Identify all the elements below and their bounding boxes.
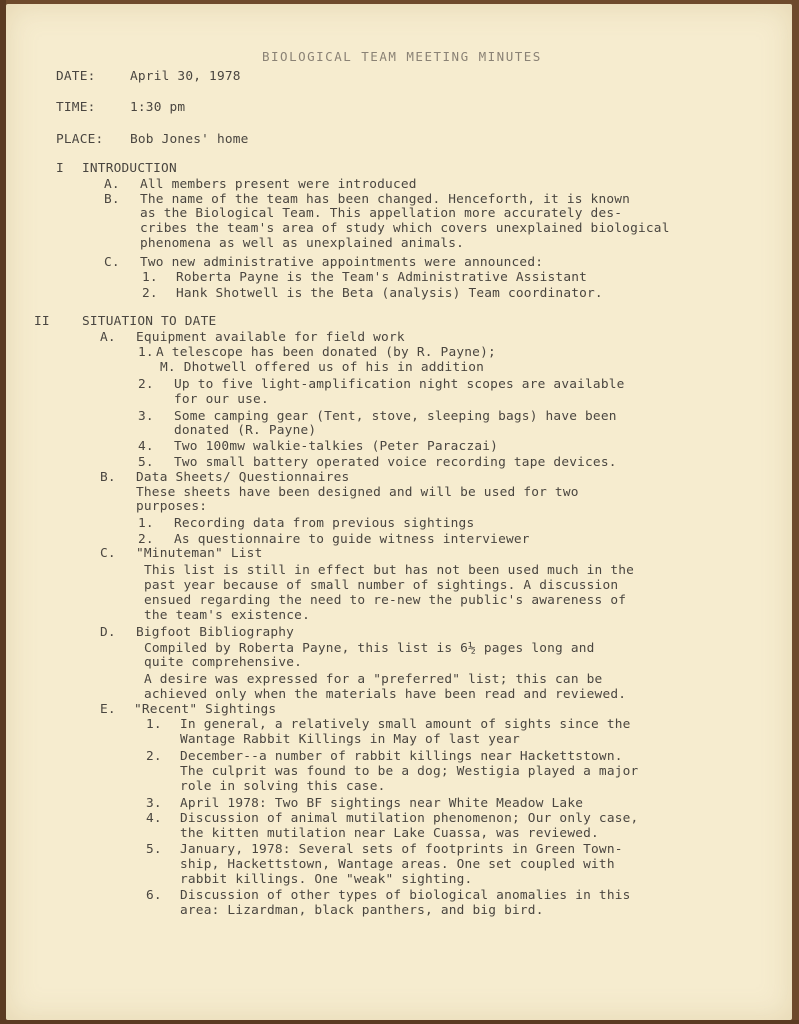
sub-item-number: 3. bbox=[138, 409, 154, 424]
section-numeral: II bbox=[34, 314, 50, 329]
place-label: PLACE: bbox=[56, 132, 104, 147]
sub-item-number: 1. bbox=[138, 516, 154, 531]
item-line: This list is still in effect but has not been used much in the bbox=[144, 563, 635, 578]
item-text: "Minuteman" List bbox=[136, 546, 263, 561]
sub-item-line: donated (R. Payne) bbox=[174, 423, 317, 438]
sub-item-line: area: Lizardman, black panthers, and big bird. bbox=[180, 903, 544, 918]
sub-item-line: The culprit was found to be a dog; Westigia played a major bbox=[180, 764, 639, 779]
document-title: BIOLOGICAL TEAM MEETING MINUTES bbox=[262, 49, 542, 64]
sub-item-line: the kitten mutilation near Lake Cuassa, was reviewed. bbox=[180, 826, 599, 841]
item-line: A desire was expressed for a "preferred" list; this can be bbox=[144, 672, 603, 687]
item-text: All members present were introduced bbox=[140, 177, 417, 192]
item-letter: B. bbox=[100, 470, 116, 485]
sub-item-number: 1. bbox=[142, 270, 158, 285]
sub-item-number: 5. bbox=[146, 842, 162, 857]
sub-item-number: 4. bbox=[138, 439, 154, 454]
item-line: The name of the team has been changed. Henceforth, it is known bbox=[140, 192, 631, 207]
item-line: phenomena as well as unexplained animals. bbox=[140, 236, 465, 251]
sub-item-number: 2. bbox=[142, 286, 158, 301]
wood-background-bottom bbox=[0, 1020, 799, 1024]
item-line: as the Biological Team. This appellation more accurately des- bbox=[140, 206, 623, 221]
sub-item-number: 1. bbox=[138, 345, 154, 360]
section-heading: SITUATION TO DATE bbox=[82, 314, 217, 329]
item-text: Equipment available for field work bbox=[136, 330, 405, 345]
sub-item-line: December--a number of rabbit killings near Hackettstown. bbox=[180, 749, 623, 764]
date-label: DATE: bbox=[56, 69, 96, 84]
item-letter: A. bbox=[104, 177, 120, 192]
sub-item-number: 1. bbox=[146, 717, 162, 732]
sub-item-number: 4. bbox=[146, 811, 162, 826]
item-line: purposes: bbox=[136, 499, 208, 514]
sub-item-text: Roberta Payne is the Team's Administrative Assistant bbox=[176, 270, 588, 285]
item-line: These sheets have been designed and will be used for two bbox=[136, 485, 579, 500]
sub-item-line: Up to five light-amplification night scopes are available bbox=[174, 377, 625, 392]
time-label: TIME: bbox=[56, 100, 96, 115]
item-line: quite comprehensive. bbox=[144, 655, 303, 670]
item-text: "Recent" Sightings bbox=[134, 702, 277, 717]
sub-item-line: Two 100mw walkie-talkies (Peter Paraczai) bbox=[174, 439, 499, 454]
sub-item-number: 2. bbox=[138, 532, 154, 547]
sub-item-line: April 1978: Two BF sightings near White Meadow Lake bbox=[180, 796, 584, 811]
sub-item-number: 6. bbox=[146, 888, 162, 903]
sub-item-line: M. Dhotwell offered us of his in addition bbox=[160, 360, 485, 375]
item-letter: E. bbox=[100, 702, 116, 717]
sub-item-text: Recording data from previous sightings bbox=[174, 516, 475, 531]
item-letter: B. bbox=[104, 192, 120, 207]
sub-item-line: for our use. bbox=[174, 392, 269, 407]
item-letter: A. bbox=[100, 330, 116, 345]
item-letter: D. bbox=[100, 625, 116, 640]
item-letter: C. bbox=[100, 546, 116, 561]
sub-item-line: Two small battery operated voice recording tape devices. bbox=[174, 455, 617, 470]
item-line: the team's existence. bbox=[144, 608, 310, 623]
section-numeral: I bbox=[56, 161, 64, 176]
item-line: achieved only when the materials have been read and reviewed. bbox=[144, 687, 627, 702]
item-text: Bigfoot Bibliography bbox=[136, 625, 295, 640]
sub-item-number: 5. bbox=[138, 455, 154, 470]
date-value: April 30, 1978 bbox=[130, 69, 241, 84]
sub-item-line: Wantage Rabbit Killings in May of last year bbox=[180, 732, 520, 747]
place-value: Bob Jones' home bbox=[130, 132, 249, 147]
sub-item-text: Hank Shotwell is the Beta (analysis) Team coordinator. bbox=[176, 286, 603, 301]
sub-item-line: ship, Hackettstown, Wantage areas. One set coupled with bbox=[180, 857, 615, 872]
section-heading: INTRODUCTION bbox=[82, 161, 177, 176]
time-value: 1:30 pm bbox=[130, 100, 186, 115]
sub-item-line: A telescope has been donated (by R. Payne); bbox=[156, 345, 496, 360]
sub-item-line: Discussion of animal mutilation phenomenon; Our only case, bbox=[180, 811, 639, 826]
sub-item-number: 3. bbox=[146, 796, 162, 811]
item-letter: C. bbox=[104, 255, 120, 270]
sub-item-number: 2. bbox=[138, 377, 154, 392]
sub-item-line: rabbit killings. One "weak" sighting. bbox=[180, 872, 473, 887]
sub-item-line: Discussion of other types of biological anomalies in this bbox=[180, 888, 631, 903]
item-line: cribes the team's area of study which covers unexplained biological bbox=[140, 221, 670, 236]
sub-item-number: 2. bbox=[146, 749, 162, 764]
item-line: past year because of small number of sightings. A discussion bbox=[144, 578, 619, 593]
sub-item-line: January, 1978: Several sets of footprints in Green Town- bbox=[180, 842, 623, 857]
item-text: Data Sheets/ Questionnaires bbox=[136, 470, 350, 485]
item-line: Compiled by Roberta Payne, this list is 6½ pages long and bbox=[144, 641, 595, 656]
sub-item-line: Some camping gear (Tent, stove, sleeping bags) have been bbox=[174, 409, 617, 424]
item-line: ensued regarding the need to re-new the public's awareness of bbox=[144, 593, 627, 608]
item-text: Two new administrative appointments were announced: bbox=[140, 255, 544, 270]
sub-item-text: As questionnaire to guide witness interviewer bbox=[174, 532, 530, 547]
sub-item-line: role in solving this case. bbox=[180, 779, 386, 794]
sub-item-line: In general, a relatively small amount of sights since the bbox=[180, 717, 631, 732]
